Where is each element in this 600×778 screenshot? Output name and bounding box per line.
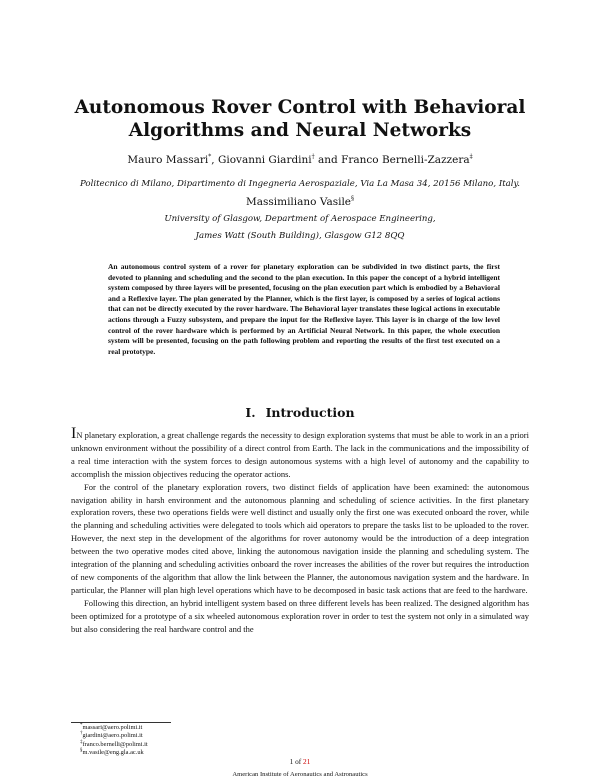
drop-cap: I [71,425,77,442]
page-number [0,757,600,766]
affiliation-1: Politecnico di Milano, Dipartimento di Ingegneria Aerospaziale, Via La Masa 34, 20156 Milano, Italy. [79,179,520,189]
footnote-rule [71,722,171,723]
author-3: and Franco Bernelli-Zazzera [318,154,470,166]
footnotes [80,724,148,757]
title-line-2: Algorithms and Neural Networks [128,120,472,141]
abstract: An autonomous control system of a rover for planetary exploration can be subdivided in two distinct parts, the first devoted to planning and scheduling and the second to the plan execution. In this paper the concept of a hybrid intelligent system composed by three layers will be presented, focusing on the plan execution part which is embodied by a Behavioral and a Reflexive layer. The plan generated by the Planner, which is the first layer, is composed by a series of logical actions that can not be directly executed by the rover hardware. The Behavioral layer translates these logical actions in executable actions through a Fuzzy subsystem, and prepare the input for the Reflexive layer. This layer is in charge of the low level control of the rover hardware which is performed by an Artificial Neural Network. In this paper, the whole execution system will be presented, focusing on the path following problem and reporting the results of the first test executed on a real prototype. [108,262,500,356]
section-heading [60,405,540,420]
author-2: Giovanni Giardini [217,154,312,166]
footnote-2: †giardini@aero.polimi.it [80,731,143,740]
author-2-mark: † [311,153,315,161]
page-of: of [295,757,302,766]
author-list: Mauro Massari*, Giovanni Giardini† and Franco Bernelli-Zazzera‡ [127,153,473,166]
author-1: Mauro Massari [127,154,209,166]
page-total-link[interactable]: 21 [303,757,311,766]
author-4-mark: § [351,195,355,203]
affiliation-2-line-1: University of Glasgow, Department of Aerospace Engineering, [164,214,436,224]
author-3-mark: ‡ [469,153,473,161]
footnote-1: *massari@aero.polimi.it [80,722,143,731]
affiliation-2-line-2: James Watt (South Building), Glasgow G12 8QQ [195,231,405,241]
paragraph-1 [71,425,529,481]
section-number: I. [245,405,256,420]
author-1-mark: * [208,153,212,161]
author-4: Massimiliano Vasile [245,196,352,208]
paper-title [60,96,540,142]
body-text [71,425,529,636]
section-title: Introduction [265,405,355,420]
title-line-1: Autonomous Rover Control with Behavioral [74,97,526,118]
page-current: 1 [289,757,294,766]
paragraph-2: For the control of the planetary exploration rovers, two distinct fields of application have been examined: the autonomous navigation ability in harsh environment and the autonomous planning and scheduling of science activities. In the first planetary exploration rovers, these two operations fields were well distinct and usually only the first one was executed onboard the rover, while the planning and scheduling activities were delegated to tools which aid operators to prepare the tasks list to be uploaded to the rover. However, the next step in the development of the algorithms for rover autonomy would be the introduction of a deep integration between the two operative modes cited above, linking the autonomous navigation inside the planning and scheduling system. The integration of the planning and scheduling activities onboard the rover increases the abilities of the rover but requires the introduction of new components of the algorithm that allow the link between the Planner, the autonomous navigation system and the hardware. In particular, the Planner will plan high level operations which have to be decomposed in basic task actions that are feed to the hardware. [71,481,529,595]
paragraph-3: Following this direction, an hybrid intelligent system based on three different levels has been realized. The designed algorithm has been optimized for a prototype of a six wheeled autonomous exploration rover in order to test the system not only in a simulated way but also considering the real hardware control and the [71,597,529,634]
publisher-footer: American Institute of Aeronautics and Astronautics [232,771,368,778]
paragraph-1-text: N planetary exploration, a great challenge regards the necessity to design exploration systems that must be able to work in an a priori unknown environment without the possibility of a direct control from Earth. The lack in the communications and the impossibility of a real time interaction with the system forces to design autonomous systems with a high level of autonomy and the capability to accomplish the mission objectives reducing the operator actions. [71,430,529,479]
footnote-4: §m.vasile@eng.gla.ac.uk [80,747,144,756]
author-4-block [40,196,560,208]
affiliation-2 [20,213,580,243]
footnote-3: ‡franco.bernelli@polimi.it [80,739,148,748]
